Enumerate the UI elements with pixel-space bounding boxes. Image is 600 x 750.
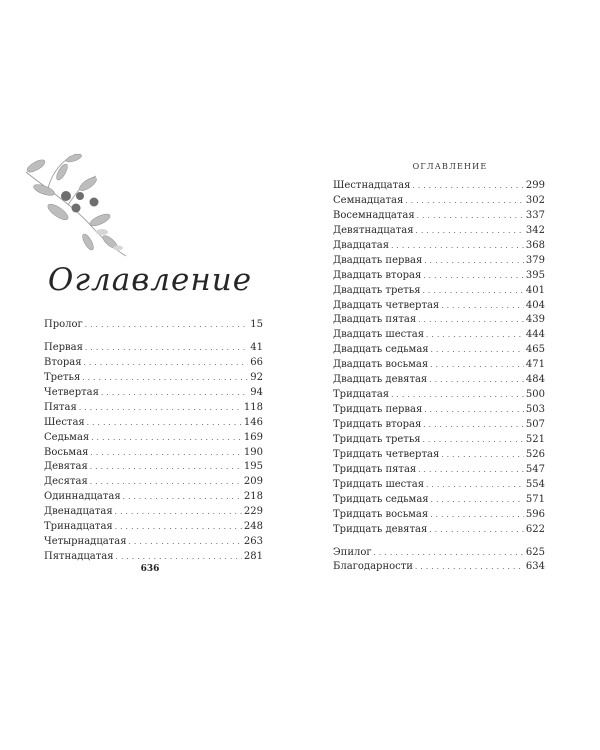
- chapter-page-number: 507: [525, 419, 545, 430]
- toc-entry: [333, 209, 545, 224]
- chapter-title: Двадцать четвертая: [333, 299, 440, 311]
- chapter-title: Десятая: [44, 476, 88, 488]
- toc-entry: [333, 269, 545, 284]
- running-head: ОГЛАВЛЕНИЕ: [412, 162, 488, 171]
- chapter-page-number: 465: [525, 344, 545, 356]
- dot-leader: [391, 239, 524, 254]
- dot-leader: [415, 560, 524, 575]
- toc-entry: [333, 463, 545, 478]
- chapter-page-number: 471: [525, 359, 545, 371]
- chapter-page-number: 15: [250, 319, 263, 330]
- chapter-title: Седьмая: [44, 431, 90, 443]
- chapter-title: Пятнадцатая: [44, 551, 114, 563]
- chapter-title: Тридцать седьмая: [333, 493, 429, 505]
- chapter-title: Тридцать девятая: [333, 523, 428, 535]
- chapter-page-number: 521: [525, 433, 545, 445]
- chapter-title: Тридцать третья: [333, 433, 421, 445]
- toc-entry: [44, 431, 263, 446]
- page-title: Оглавление: [47, 262, 253, 298]
- chapter-title: Восемнадцатая: [333, 209, 415, 221]
- toc-entry: [44, 371, 263, 386]
- chapter-page-number: 634: [525, 561, 545, 573]
- chapter-title: Двадцатая: [333, 239, 390, 251]
- chapter-title: Двадцать третья: [333, 284, 421, 296]
- dot-leader: [423, 269, 524, 284]
- toc-entry: [333, 523, 545, 538]
- toc-entry: [333, 388, 545, 403]
- chapter-title: Двадцать восьмая: [333, 359, 429, 371]
- dot-leader: [424, 254, 524, 269]
- toc-entry: [44, 386, 263, 401]
- chapter-page-number: 526: [525, 448, 545, 460]
- dot-leader: [115, 520, 242, 535]
- toc-entry: [333, 194, 545, 209]
- chapter-page-number: 92: [250, 371, 263, 383]
- toc-entry: [333, 418, 545, 433]
- chapter-page-number: 439: [525, 314, 545, 326]
- chapter-page-number: 299: [525, 180, 545, 191]
- chapter-title: Четырнадцатая: [44, 536, 127, 548]
- chapter-title: Пятая: [44, 401, 77, 413]
- chapter-page-number: 404: [525, 299, 545, 311]
- dot-leader: [85, 341, 248, 356]
- chapter-page-number: 395: [525, 269, 545, 281]
- dot-leader: [91, 431, 242, 446]
- page-number: 636: [140, 564, 160, 574]
- dot-leader: [416, 224, 524, 239]
- dot-leader: [430, 508, 524, 523]
- toc-entry: [333, 328, 545, 343]
- chapter-page-number: 484: [525, 374, 545, 386]
- chapter-title: Двадцать шестая: [333, 329, 425, 341]
- chapter-title: Благодарности: [333, 561, 413, 573]
- chapter-title: Вторая: [44, 356, 82, 368]
- chapter-title: Двадцать первая: [333, 254, 423, 266]
- dot-leader: [85, 318, 249, 333]
- toc-entry: [333, 433, 545, 448]
- chapter-title: Четвертая: [44, 386, 99, 398]
- chapter-page-number: 248: [243, 521, 263, 533]
- toc-entry: [333, 373, 545, 388]
- toc-entry: [44, 401, 263, 416]
- chapter-page-number: 302: [525, 194, 545, 206]
- chapter-title: Одиннадцатая: [44, 491, 121, 503]
- chapter-page-number: 503: [525, 404, 545, 416]
- chapter-page-number: 622: [525, 523, 545, 535]
- chapter-title: Тридцать шестая: [333, 478, 425, 490]
- toc-list-left: [44, 318, 263, 565]
- dot-leader: [418, 313, 524, 328]
- dot-leader: [129, 535, 242, 550]
- toc-entry: [44, 505, 263, 520]
- toc-entry: [333, 179, 545, 194]
- dot-leader: [101, 386, 248, 401]
- toc-entry: [333, 313, 545, 328]
- dot-leader: [426, 478, 524, 493]
- dot-leader: [430, 358, 524, 373]
- chapter-page-number: 571: [525, 493, 545, 505]
- dot-leader: [431, 343, 524, 358]
- dot-leader: [424, 403, 524, 418]
- toc-entry: [44, 341, 263, 356]
- toc-entry: [333, 448, 545, 463]
- dot-leader: [116, 550, 242, 565]
- toc-entry: [333, 239, 545, 254]
- chapter-page-number: 596: [525, 508, 545, 520]
- chapter-page-number: 41: [250, 341, 263, 353]
- chapter-title: Двадцать пятая: [333, 314, 417, 326]
- chapter-title: Тридцать вторая: [333, 419, 422, 430]
- chapter-page-number: 444: [525, 329, 545, 341]
- toc-entry: [44, 356, 263, 371]
- toc-entry: [333, 508, 545, 523]
- chapter-title: Тридцать восьмая: [333, 508, 429, 520]
- dot-leader: [423, 433, 524, 448]
- chapter-title: Пролог: [44, 319, 83, 330]
- dot-leader: [423, 284, 524, 299]
- chapter-page-number: 379: [525, 254, 545, 266]
- chapter-page-number: 337: [525, 209, 545, 221]
- toc-entry: [333, 546, 545, 561]
- chapter-title: Тридцать первая: [333, 404, 423, 416]
- chapter-page-number: 169: [243, 431, 263, 443]
- chapter-title: Тринадцатая: [44, 521, 113, 533]
- chapter-title: Тридцать пятая: [333, 463, 417, 475]
- dot-leader: [417, 209, 524, 224]
- toc-entry: [44, 475, 263, 490]
- chapter-page-number: 625: [525, 546, 545, 558]
- dot-leader: [426, 328, 524, 343]
- toc-entry: [333, 560, 545, 575]
- chapter-page-number: 401: [525, 284, 545, 296]
- dot-leader: [412, 179, 523, 194]
- chapter-page-number: 263: [243, 536, 263, 548]
- chapter-title: Двенадцатая: [44, 506, 113, 518]
- chapter-page-number: 209: [243, 476, 263, 488]
- chapter-title: Двадцать девятая: [333, 374, 428, 386]
- chapter-title: Третья: [44, 371, 81, 383]
- right-page: [300, 0, 600, 750]
- chapter-title: Тридцать четвертая: [333, 448, 440, 460]
- chapter-page-number: 66: [250, 356, 263, 368]
- dot-leader: [391, 388, 524, 403]
- dot-leader: [405, 194, 524, 209]
- toc-entry: [333, 254, 545, 269]
- toc-list-right: [333, 179, 545, 575]
- toc-entry: [333, 224, 545, 239]
- toc-entry: [44, 318, 263, 333]
- dot-leader: [429, 373, 524, 388]
- dot-leader: [418, 463, 524, 478]
- dot-leader: [423, 418, 524, 433]
- dot-leader: [429, 523, 524, 538]
- chapter-title: Двадцать вторая: [333, 269, 422, 281]
- toc-entry: [44, 416, 263, 431]
- dot-leader: [115, 505, 242, 520]
- dot-leader: [123, 490, 242, 505]
- chapter-title: Шестая: [44, 416, 85, 428]
- chapter-title: Тридцатая: [333, 389, 390, 401]
- dot-leader: [441, 299, 524, 314]
- toc-entry: [333, 403, 545, 418]
- dot-leader: [90, 460, 242, 475]
- chapter-page-number: 146: [243, 416, 263, 428]
- dot-leader: [79, 401, 242, 416]
- chapter-page-number: 281: [243, 551, 263, 563]
- chapter-title: Девятнадцатая: [333, 224, 414, 236]
- chapter-title: Семнадцатая: [333, 194, 404, 206]
- toc-entry: [44, 446, 263, 461]
- chapter-page-number: 500: [525, 389, 545, 401]
- dot-leader: [84, 356, 249, 371]
- chapter-page-number: 342: [525, 224, 545, 236]
- chapter-title: Девятая: [44, 461, 88, 473]
- toc-entry: [333, 284, 545, 299]
- toc-entry: [44, 460, 263, 475]
- toc-entry: [44, 550, 263, 565]
- dot-leader: [90, 446, 241, 461]
- dot-leader: [374, 546, 524, 561]
- toc-entry: [44, 535, 263, 550]
- toc-entry: [44, 520, 263, 535]
- chapter-page-number: 118: [243, 401, 263, 413]
- chapter-page-number: 368: [525, 239, 545, 251]
- chapter-page-number: 229: [243, 506, 263, 518]
- chapter-page-number: 195: [243, 461, 263, 473]
- chapter-title: Восьмая: [44, 446, 89, 458]
- dot-leader: [82, 371, 248, 386]
- toc-entry: [333, 493, 545, 508]
- chapter-page-number: 547: [525, 463, 545, 475]
- chapter-page-number: 554: [525, 478, 545, 490]
- dot-leader: [441, 448, 524, 463]
- chapter-page-number: 190: [243, 446, 263, 458]
- toc-entry: [333, 358, 545, 373]
- dot-leader: [431, 493, 524, 508]
- toc-entry: [333, 299, 545, 314]
- toc-entry: [44, 490, 263, 505]
- toc-entry: [333, 478, 545, 493]
- botanical-ornament-icon: [18, 150, 138, 260]
- dot-leader: [87, 416, 242, 431]
- dot-leader: [90, 475, 242, 490]
- toc-entry: [333, 343, 545, 358]
- chapter-page-number: 94: [250, 386, 263, 398]
- chapter-title: Первая: [44, 341, 83, 353]
- chapter-page-number: 218: [243, 491, 263, 503]
- chapter-title: Двадцать седьмая: [333, 344, 429, 356]
- chapter-title: Шестнадцатая: [333, 180, 411, 191]
- chapter-title: Эпилог: [333, 546, 372, 558]
